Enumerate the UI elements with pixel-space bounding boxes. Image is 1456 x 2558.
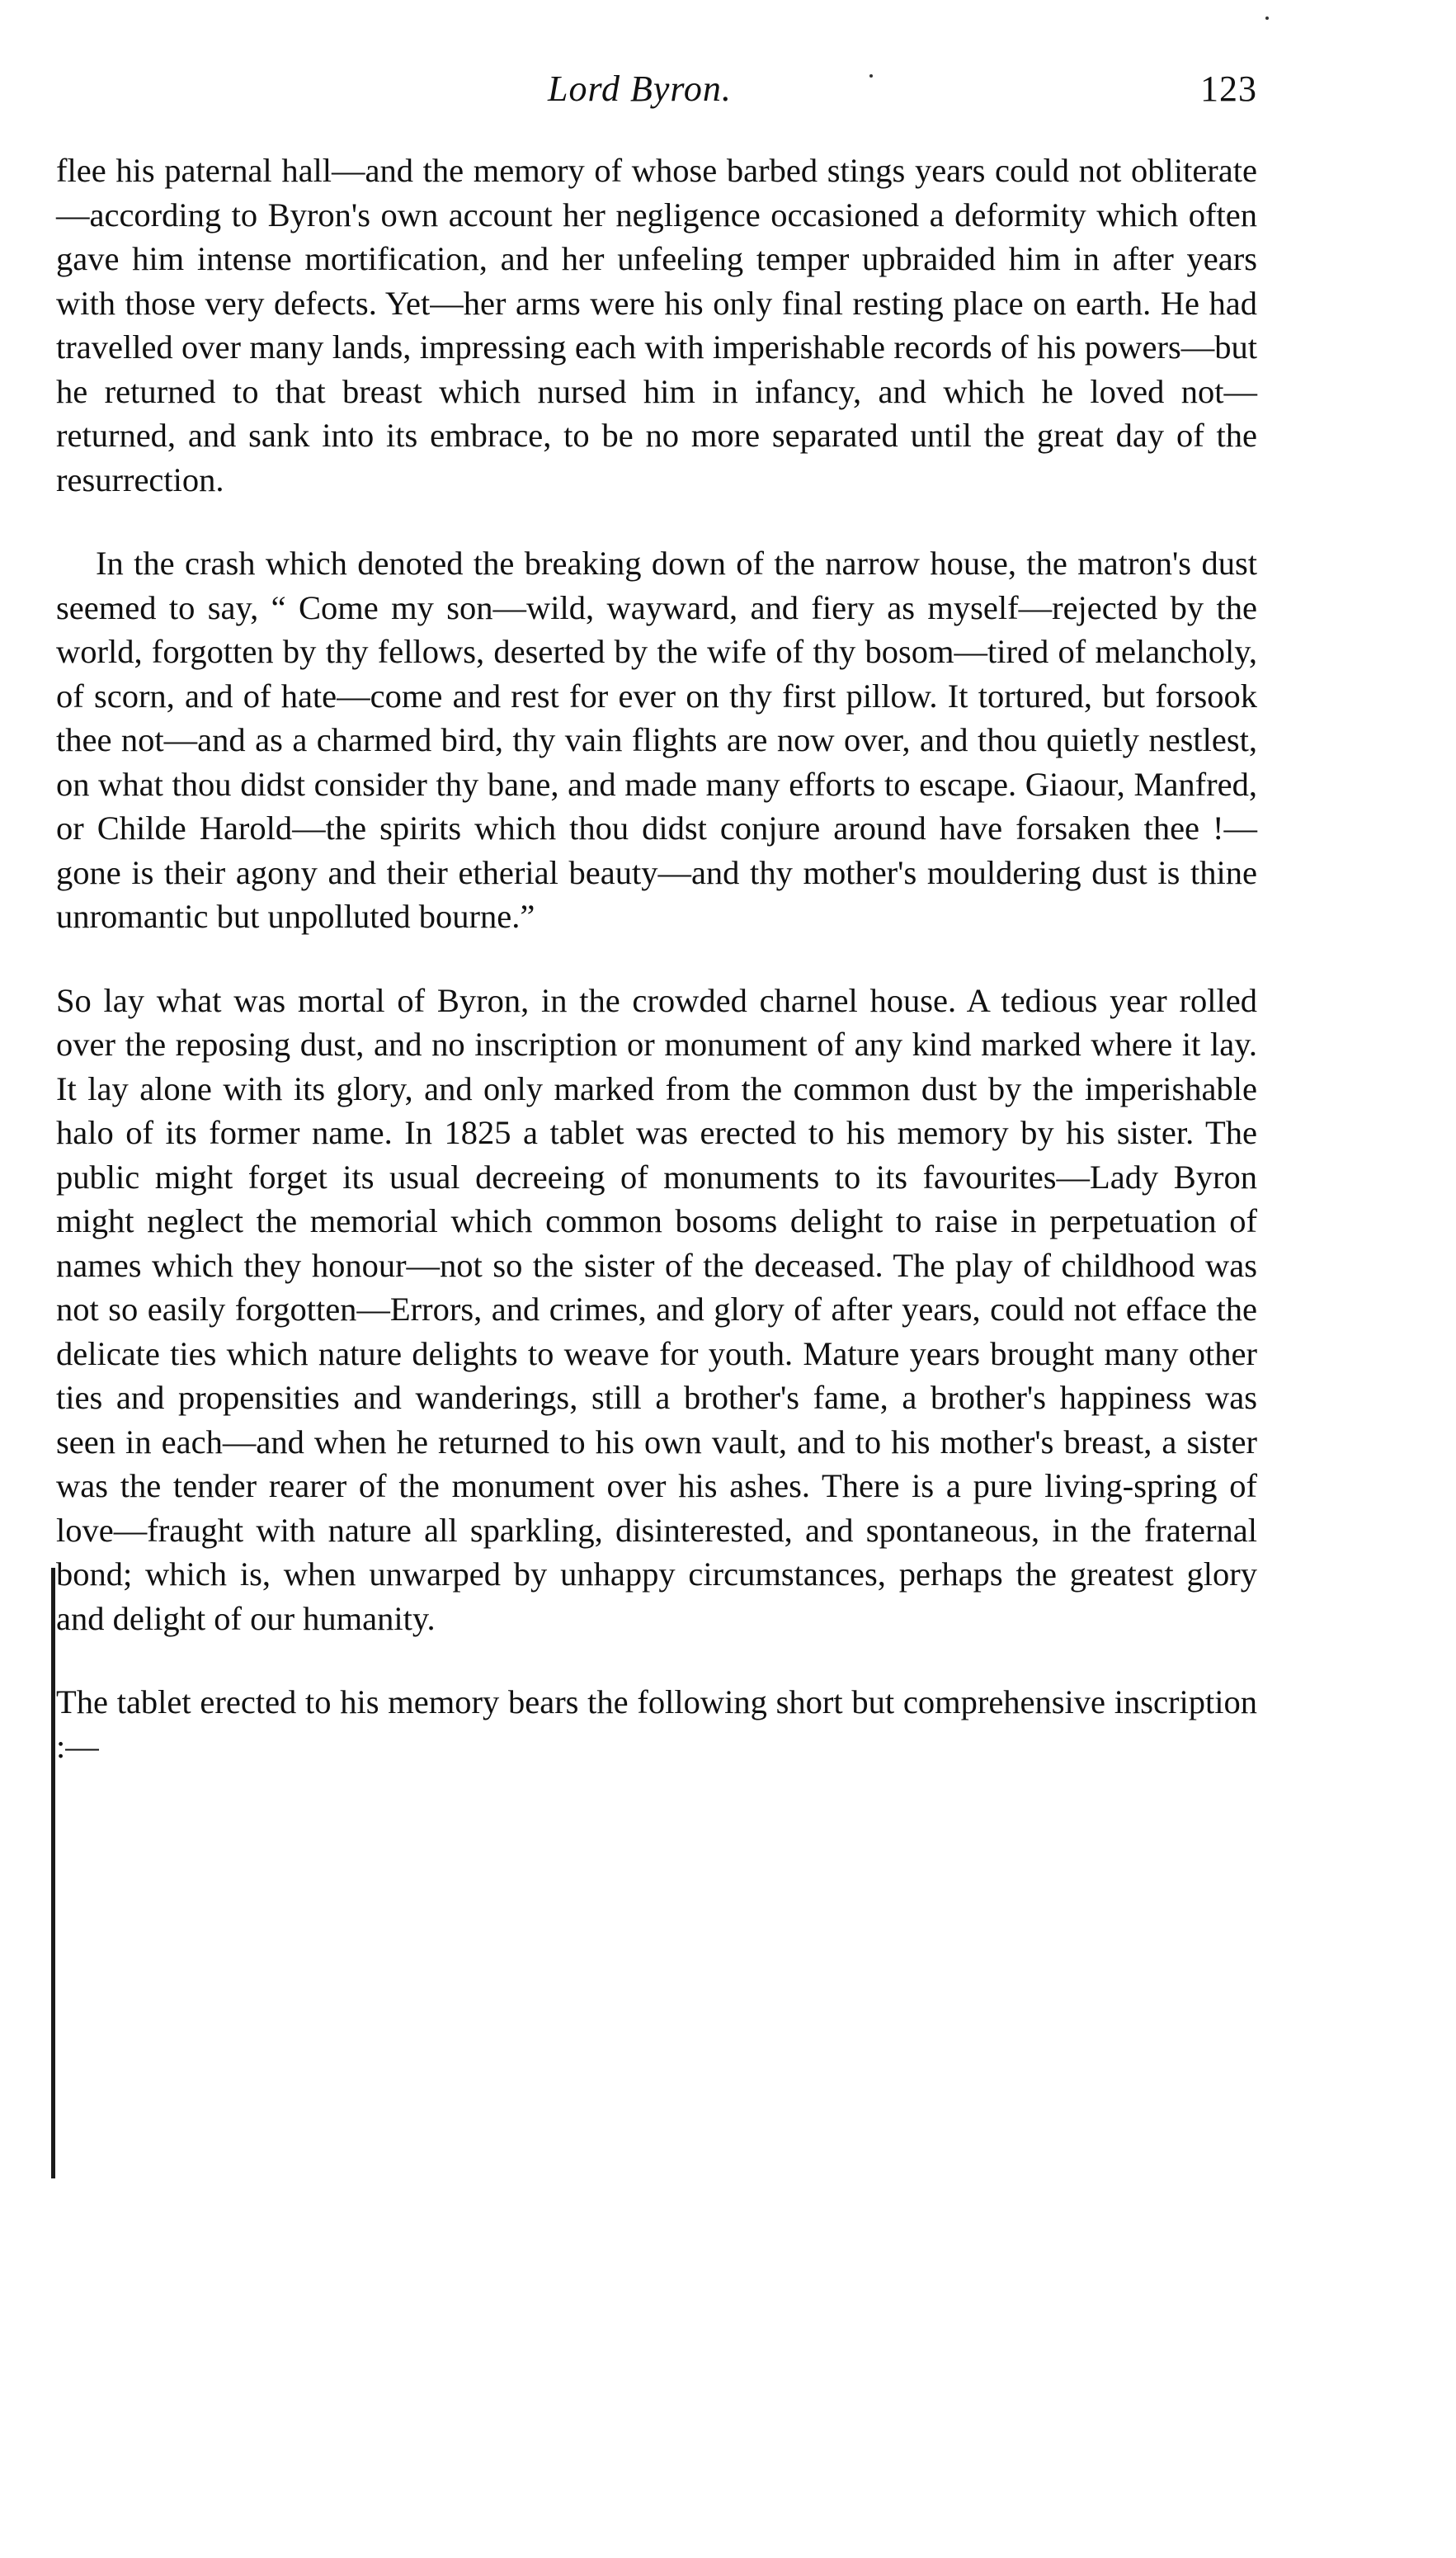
running-head: [36, 68, 1257, 117]
print-speck: [1265, 17, 1269, 20]
paragraph-3: So lay what was mortal of Byron, in the crowded charnel house. A tedious year rolled over the reposing dust, and no inscription or monument of any kind marked where it lay. It lay alone with its glory, and only marked from the common dust by the imperishable halo of its former name. In 1825 a tablet was erected to his memory by his sister. The public might forget its usual decreeing of monuments to its favourites—Lady Byron might neglect the memorial which common bosoms delight to raise in perpetuation of names which they honour—not so the sister of the deceased. The play of childhood was not so easily forgotten—Errors, and crimes, and glory of after years, could not efface the delicate ties which nature delights to weave for youth. Mature years brought many other ties and propensities and wanderings, still a brother's fame, a brother's happiness was seen in each—and when he returned to his own vault, and to his mother's breast, a sister was the tender rearer of the monument over his ashes. There is a pure living-spring of love—fraught with nature all sparkling, disinterested, and spontaneous, in the fraternal bond; which is, when unwarped by unhappy circumstances, perhaps the greatest glory and delight of our humanity.: [56, 981, 1257, 1637]
book-page: [36, 0, 1257, 2558]
margin-rule: [51, 1568, 55, 2178]
paragraph-1: flee his paternal hall—and the memory of whose barbed stings years could not obliterate—according to Byron's own account her negligence occasioned a deformity which often gave him intense mortification, and her unfeeling temper upbraided him in after years with those very defects. Yet—her arms were his only final resting place on earth. He had travelled over many lands, impressing each with imperishable records of his powers—but he returned to that breast which nursed him in infancy, and which he loved not—returned, and sank into its embrace, to be no more separated until the great day of the resurrection.: [56, 152, 1257, 498]
paragraph-4: The tablet erected to his memory bears the following short but comprehensive inscription :—: [56, 1683, 1257, 1765]
paragraph-2: In the crash which denoted the breaking down of the narrow house, the matron's dust seemed to say, “ Come my son—wild, wayward, and fiery as myself—rejected by the world, forgotten by thy fellows, deserted by the wife of thy bosom—tired of melancholy, of scorn, and of hate—come and rest for ever on thy first pillow. It tortured, but forsook thee not—and as a charmed bird, thy vain flights are now over, and thou quietly nestlest, on what thou didst consider thy bane, and made many efforts to escape. Giaour, Manfred, or Childe Harold—the spirits which thou didst conjure around have forsaken thee !—gone is their agony and their etherial beauty—and thy mother's mouldering dust is thine unromantic but unpolluted bourne.”: [56, 545, 1257, 935]
page-number: 123: [1200, 68, 1257, 109]
print-speck: [869, 74, 873, 78]
running-title: Lord Byron.: [548, 68, 732, 109]
body-text: [56, 149, 1257, 1808]
